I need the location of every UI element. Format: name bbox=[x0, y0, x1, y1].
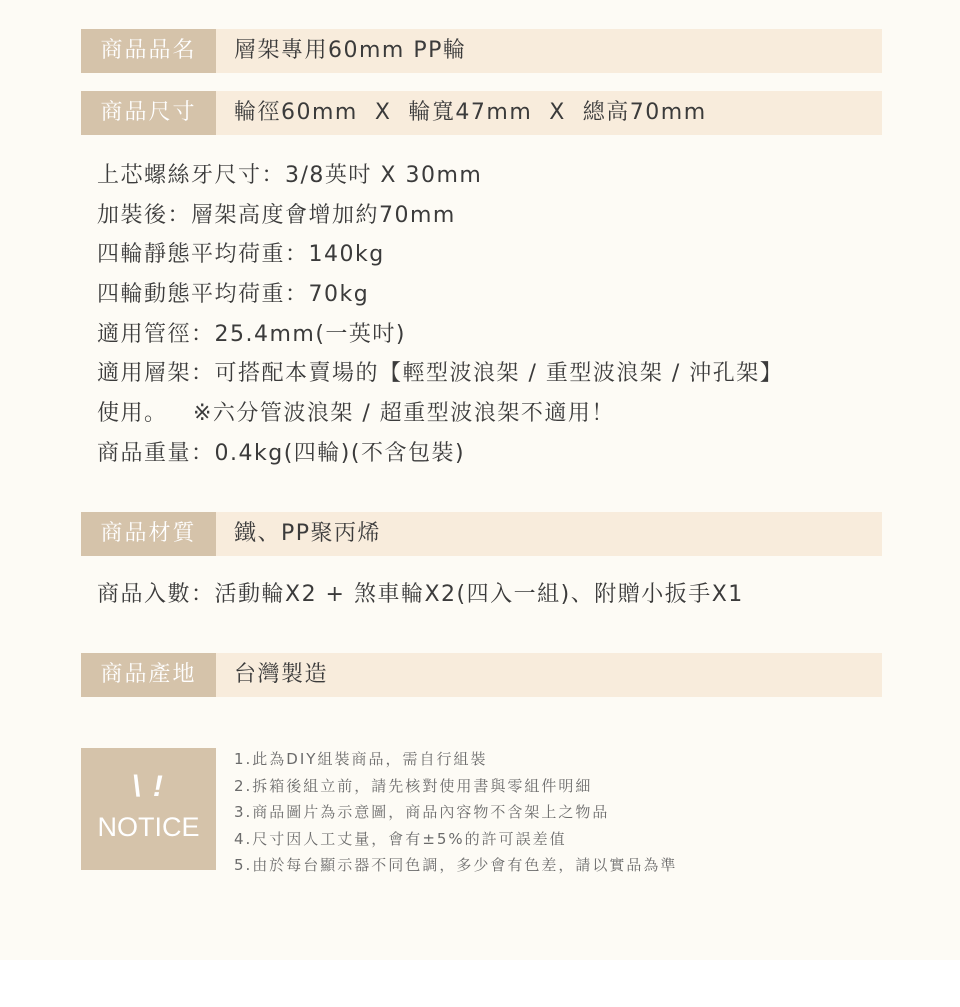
product-material-label: 商品材質 bbox=[81, 512, 216, 556]
spec-item: 商品重量：0.4kg(四輪)(不含包裝) bbox=[97, 440, 466, 466]
product-material-value: 鐵、PP聚丙烯 bbox=[234, 521, 382, 546]
notice-item: 1.此為DIY組裝商品，需自行組裝 bbox=[234, 750, 488, 768]
product-name-label: 商品品名 bbox=[81, 29, 216, 73]
notice-item: 2.拆箱後組立前，請先核對使用書與零組件明細 bbox=[234, 776, 593, 795]
spec-item: 上芯螺絲牙尺寸：3/8英吋 X 30mm bbox=[97, 163, 483, 188]
notice-list bbox=[234, 746, 677, 879]
exclamation-icon: \ ! bbox=[132, 770, 165, 803]
product-size-row bbox=[81, 91, 882, 135]
product-name-row bbox=[81, 29, 882, 73]
product-name-value: 層架專用60mm PP輪 bbox=[234, 38, 467, 63]
notice-item: 3.商品圖片為示意圖，商品內容物不含架上之物品 bbox=[234, 803, 610, 821]
notice-badge bbox=[81, 748, 216, 870]
notice-title: NOTICE bbox=[97, 812, 200, 842]
spec-item: 四輪靜態平均荷重：140kg bbox=[97, 242, 385, 268]
spec-item: 適用管徑：25.4mm(一英吋) bbox=[97, 321, 407, 347]
product-origin-label: 商品產地 bbox=[81, 653, 216, 697]
spec-item: 使用。 ※六分管波浪架 / 超重型波浪架不適用！ bbox=[97, 401, 615, 427]
spec-item: 加裝後：層架高度會增加約70mm bbox=[97, 202, 456, 228]
spec-item: 四輪動態平均荷重：70kg bbox=[97, 282, 370, 308]
spec-list bbox=[97, 156, 783, 474]
notice-item: 4.尺寸因人工丈量，會有±5%的許可誤差值 bbox=[234, 829, 567, 848]
spec-item: 適用層架：可搭配本賣場的【輕型波浪架 / 重型波浪架 / 沖孔架】 bbox=[97, 361, 784, 387]
package-contents: 商品入數：活動輪X2 + 煞車輪X2(四入一組)、附贈小扳手X1 bbox=[97, 582, 744, 607]
product-origin-value: 台灣製造 bbox=[234, 662, 329, 687]
product-size-label: 商品尺寸 bbox=[81, 91, 216, 135]
product-size-value: 輪徑60mm X 輪寬47mm X 總高70mm bbox=[234, 100, 707, 125]
product-origin-row bbox=[81, 653, 882, 697]
notice-item: 5.由於每台顯示器不同色調，多少會有色差，請以實品為準 bbox=[234, 856, 678, 874]
product-material-row bbox=[81, 512, 882, 556]
